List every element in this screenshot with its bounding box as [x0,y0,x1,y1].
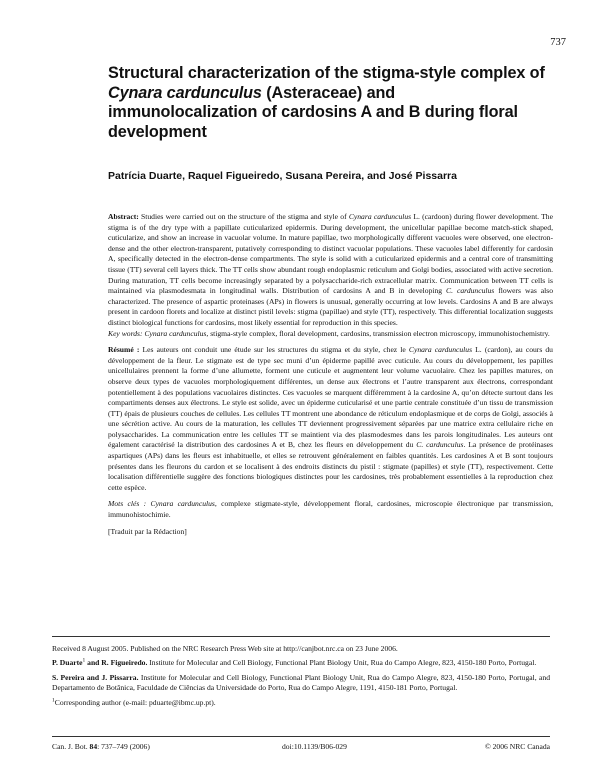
affiliation-2-names: S. Pereira and J. Pissarra. [52,672,139,682]
abstract-text-3: flowers was also characterized. The presence of aspartic proteinases (APs) in flowers is unusual, generally occurring at low levels. Cardosins A and B are always present in cardoon florets and localize at distinct pistil levels: stigma (papillae) and style (TT), respectively. This differential localization suggests distinct biological functions for cardosins, most likely essential for reproduction in this species. [108,286,553,327]
affiliation-2 [52,673,550,694]
abstract-paragraph [108,212,553,329]
resume-text-3: . La présence de protéinases aspartiques (APs) dans les fleurs est inhabituelle, et elles se retrouvent généralement en faibles quantités. Les cardosines A et B sont toujours présentes dans les fleurons du cardon et se localisent à des endroits distincts du pistil : stigmate (papilles) et style (TT), respectivement. Cette localisation différentielle suggère des fonctions biologiques distinctes pour les cardosines, très probablement essentielles à la reproduction chez cette espèce. [108,440,554,492]
title-part-1: Structural characterization of the stigma-style complex of [108,64,545,82]
abstract-species-1: Cynara cardunculus [348,212,412,221]
page-number: 737 [550,37,566,48]
keywords-label: Key words: [108,328,143,338]
resume-species-1: Cynara cardunculus [408,345,473,355]
abstract-block [108,212,553,537]
footnotes [52,644,550,712]
abstract-label: Abstract: [108,212,139,221]
affiliation-1 [52,658,550,668]
abstract-text-1: Studies were carried out on the structure of the stigma and style of [138,212,349,221]
affiliation-1-names: P. Duarte [52,658,83,668]
mots-cles [108,499,553,520]
journal-citation [52,742,150,751]
mots-cles-species: Cynara cardunculus [150,499,215,509]
footnote-divider [52,636,550,637]
author-list: Patrícia Duarte, Raquel Figueiredo, Susana Pereira, and José Pissarra [108,170,457,182]
footer-divider [52,736,550,737]
resume-species-2: C. cardunculus [416,440,464,450]
journal-volume: 84 [87,742,98,751]
received-note: Received 8 August 2005. Published on the NRC Research Press Web site at http://canjbot.nrc.ca on 23 June 2006. [52,644,398,653]
corresponding-author [52,698,550,708]
affiliation-2-text: Institute for Molecular and Cell Biology, Functional Plant Biology Unit, Rua do Campo Alegre, 823, 4150-180 Porto, Portugal, and Departamento de Botânica, Faculdade de Ciências da Universidade do Porto, Rua do Campo Alegre, 1191, 4150-181 Porto, Portugal. [52,672,550,693]
keywords-text: , stigma-style complex, floral development, cardosins, transmission electron microscopy, immunohistochemistry. [206,328,550,338]
affiliation-1-text: Institute for Molecular and Cell Biology, Functional Plant Biology Unit, Rua do Campo Alegre, 823, 4150-180 Porto, Portugal. [147,658,537,668]
journal-name: Can. J. Bot. [52,742,88,751]
resume-label: Résumé : [108,345,140,355]
mots-cles-text: , complexe stigmate-style, développement floral, cardosines, microscopie électronique par transmission, immunohistochimie. [108,499,553,520]
corresponding-sup: 1 [52,697,55,704]
title-species: Cynara cardunculus [108,83,262,102]
affiliation-1-names-2: and R. Figueiredo. [85,658,148,668]
abstract-text-2: L. (cardoon) during flower development. The stigma is of the dry type with a papillate cuticularized epidermis. During development, the unicellular papillae become match-stick shaped, cuticularize, and show an increase in vacuolar volume. In mature papillae, two morphologically different vacuoles were observed, one electron-dense and the other electron-transparent, putatively corresponding to distinct vacuolar populations. These vacuoles label differently for cardosin A, specifically detected in the electron-dense compartments. The style is solid with a cuticularized epidermis and a central core of transmitting tissue (TT) several cell layers thick. The TT cells show abundant rough endoplasmic reticulum and Golgi bodies, associated with active secretion. During maturation, TT cells become increasingly separated by a polysaccharide-rich extracellular matrix. Communication between TT cells is maintained via plasmodesmata in longitudinal walls. Distribution of cardosins A and B in developing [108,212,553,296]
title-part-2: (Asteraceae) and immunolocalization of cardosins A and B during floral development [108,83,518,141]
translation-note: [Traduit par la Rédaction] [108,526,187,536]
corresponding-text: Corresponding author (e-mail: pduarte@ibmc.up.pt). [54,697,216,707]
article-title [108,64,548,142]
keywords [108,329,553,340]
resume-text-2: L. (cardon), au cours du développement de la fleur. Le stigmate est de type sec muni d’un épiderme papillé avec cuticule. Au cours du développement, les papilles unicellulaires prennent la forme d’une allumette, forment une cuticule et augmentent leur volume vacuolaire. Chez les papilles matures, on observe deux types de vacuoles morphologiquement différentes, un dense aux électrons et l’autre transparent aux électrons, correspondant potentiellement à des populations vacuolaires distinctes. Ces vacuoles se marquent différemment à la cardosine A, qu’on détecte surtout dans les compartiments denses aux électrons. Le style est solide, avec un épiderme cuticularisé et une partie centrale constituée d’un tissu de transmission (TT) épais de plusieurs couches de cellules. Les cellules TT montrent une abondance de réticulum endoplasmique et de corps de Golgi, associés à une sécrétion active. Au cours de la maturation, les cellules TT deviennent progressivement séparées par une matrice extra cellulaire riche en polysaccharides. La communication entre les cellules TT se maintient via des plasmodesmes dans les parois longitudinales. Les auteurs ont également caractérisé la distribution des cardosines A et B, chez les fleurs en développement du [108,345,553,450]
journal-pages: : 737–749 (2006) [97,742,150,751]
doi: doi:10.1139/B06-029 [282,742,347,751]
affiliation-1-sup: 1 [82,657,86,664]
abstract-species-2: C. cardunculus [446,286,495,296]
copyright: © 2006 NRC Canada [484,742,550,751]
keywords-species: Cynara cardunculus [144,328,207,338]
resume-text-1: Les auteurs ont conduit une étude sur les structures du stigma et du style, chez le [139,345,409,355]
mots-cles-label: Mots clés : [108,499,147,509]
resume-paragraph [108,345,553,493]
